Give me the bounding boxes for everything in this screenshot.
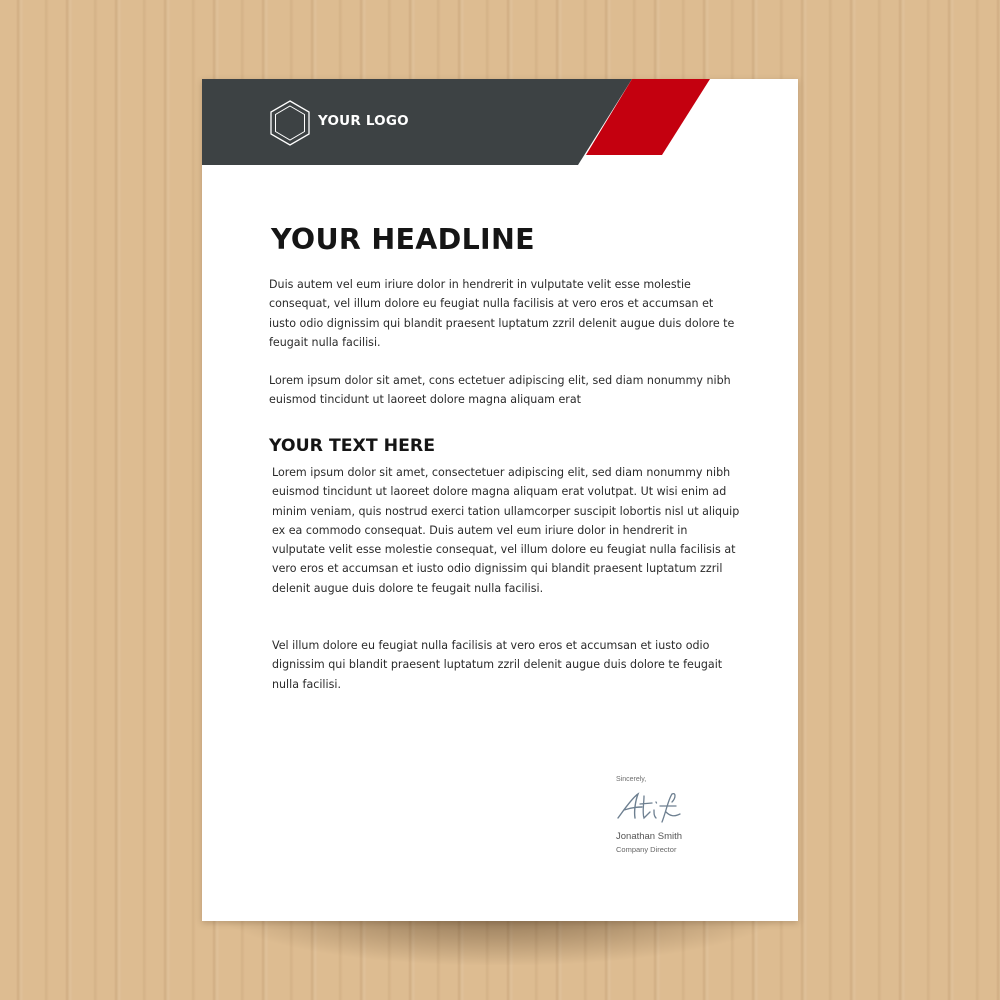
body-paragraph: Vel illum dolore eu feugiat nulla facilisis at vero eros et accumsan et iusto odio dignissim qui blandit praesent luptatum zzril delenit augue duis dolore te feugait nulla facilisi.	[272, 639, 723, 691]
body-paragraph: Lorem ipsum dolor sit amet, consectetuer adipiscing elit, sed diam nonummy nibh euismod tincidunt ut laoreet dolore magna aliquam erat volutpat. Ut wisi enim ad minim veniam, quis nostrud exerci tation ullamcorper suscipit lobortis nisl ut aliquip ex ea commodo consequat. Duis autem vel eum iriure dolor in hendrerit in vulputate velit esse molestie consequat, vel illum dolore eu feugiat nulla facilisis at vero eros et accumsan et iusto odio dignissim qui blandit praesent luptatum zzril delenit augue duis dolore te feugait nulla facilisi.	[272, 466, 740, 595]
headline: YOUR HEADLINE	[271, 223, 535, 256]
closing-salutation: Sincerely,	[616, 776, 647, 783]
header-dark-band	[202, 79, 632, 165]
signer-title: Company Director	[616, 845, 677, 854]
signer-name: Jonathan Smith	[616, 831, 683, 842]
hexagon-icon	[268, 99, 312, 147]
letterhead-page	[202, 79, 798, 921]
logo-text: YOUR LOGO	[318, 113, 409, 129]
handwritten-signature	[614, 788, 694, 828]
subheading: YOUR TEXT HERE	[269, 436, 436, 456]
body-paragraph: Duis autem vel eum iriure dolor in hendrerit in vulputate velit esse molestie consequat, vel illum dolore eu feugiat nulla facilisis at vero eros et accumsan et iusto odio dignissim qui blandit praesent luptatum zzril delenit augue duis dolore te feugait nulla facilisi.	[269, 278, 735, 349]
body-paragraph: Lorem ipsum dolor sit amet, cons ectetuer adipiscing elit, sed diam nonummy nibh euismod tincidunt ut laoreet dolore magna aliquam erat	[269, 374, 731, 407]
